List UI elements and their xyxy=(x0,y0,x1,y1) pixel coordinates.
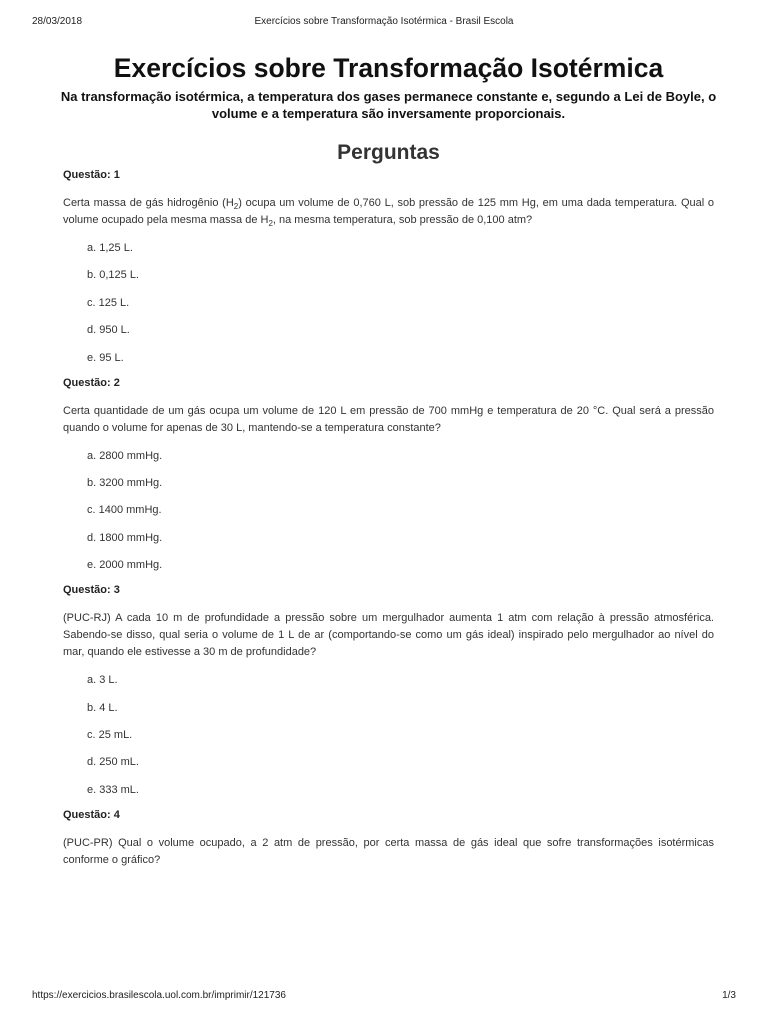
answer-options xyxy=(87,449,714,573)
question-2 xyxy=(63,376,714,573)
question-text: Certa quantidade de um gás ocupa um volume de 120 L em pressão de 700 mmHg e temperatura de 20 °C. Qual será a pressão quando o volume for apenas de 30 L, mantendo-se a temperatura constante? xyxy=(63,404,714,434)
question-label: Questão: 4 xyxy=(63,808,120,821)
page-url: https://exercicios.brasilescola.uol.com.br/imprimir/121736 xyxy=(32,990,286,1001)
option-a[interactable]: a. 3 L. xyxy=(87,674,118,687)
article-subtitle: Na transformação isotérmica, a temperatura dos gases permanece constante e, segundo a Lei de Boyle, o volume e a temperatura são inversamente proporcionais. xyxy=(60,89,717,121)
option-d[interactable]: d. 250 mL. xyxy=(87,756,139,769)
print-footer xyxy=(32,990,736,1004)
section-title: Perguntas xyxy=(337,141,440,164)
question-text: Certa massa de gás hidrogênio $(H_2)$ ocupa um volume de 0,760 L, sob pressão de 125 mm Hg, em uma dada temperatura. Qual o volume ocupado pela mesma massa de $H_2$, na mesma temperatura, sob pressão de 0,100 atm? xyxy=(63,197,715,228)
option-c[interactable]: c. 1400 mmHg. xyxy=(87,504,162,517)
print-date: 28/03/2018 xyxy=(32,16,83,27)
question-4 xyxy=(63,808,714,869)
question-3 xyxy=(63,583,714,797)
subscript: 2 xyxy=(268,219,273,228)
question-label: Questão: 1 xyxy=(63,169,120,181)
option-e[interactable]: e. 333 mL. xyxy=(87,783,139,796)
answer-options xyxy=(87,673,714,797)
option-e[interactable]: e. 2000 mmHg. xyxy=(87,559,163,572)
option-d[interactable]: d. 950 L. xyxy=(87,324,130,337)
option-a[interactable]: a. 1,25 L. xyxy=(87,242,133,254)
question-label: Questão: 2 xyxy=(63,376,120,389)
option-b[interactable]: b. 4 L. xyxy=(87,701,118,714)
answer-options xyxy=(87,241,714,365)
option-b[interactable]: b. 0,125 L. xyxy=(87,269,139,282)
option-d[interactable]: d. 1800 mmHg. xyxy=(87,531,163,544)
subscript: 2 xyxy=(233,202,239,211)
print-header xyxy=(32,16,736,30)
article-title: Exercícios sobre Transformação Isotérmica xyxy=(113,53,664,83)
option-c[interactable]: c. 25 mL. xyxy=(87,728,133,741)
question-text: (PUC-RJ) A cada 10 m de profundidade a pressão sobre um mergulhador aumenta 1 atm com relação à pressão atmosférica. Sabendo-se disso, qual seria o volume de 1 L de ar (comportando-se como um gás ideal) inspirado pelo mergulhador ao nível do mar, quando ele estivesse a 30 m de profundidade? xyxy=(63,612,714,659)
option-c[interactable]: c. 125 L. xyxy=(87,296,130,309)
page-number: 1/3 xyxy=(722,990,736,1001)
question-text: (PUC-PR) Qual o volume ocupado, a 2 atm de pressão, por certa massa de gás ideal que sofre transformações isotérmicas conforme o gráfico? xyxy=(63,836,714,866)
question-1 xyxy=(63,168,714,365)
article xyxy=(60,50,717,869)
print-page-title: Exercícios sobre Transformação Isotérmica - Brasil Escola xyxy=(254,16,514,27)
option-b[interactable]: b. 3200 mmHg. xyxy=(87,476,163,489)
option-e[interactable]: e. 95 L. xyxy=(87,351,124,364)
option-a[interactable]: a. 2800 mmHg. xyxy=(87,449,163,462)
question-label: Questão: 3 xyxy=(63,584,120,597)
